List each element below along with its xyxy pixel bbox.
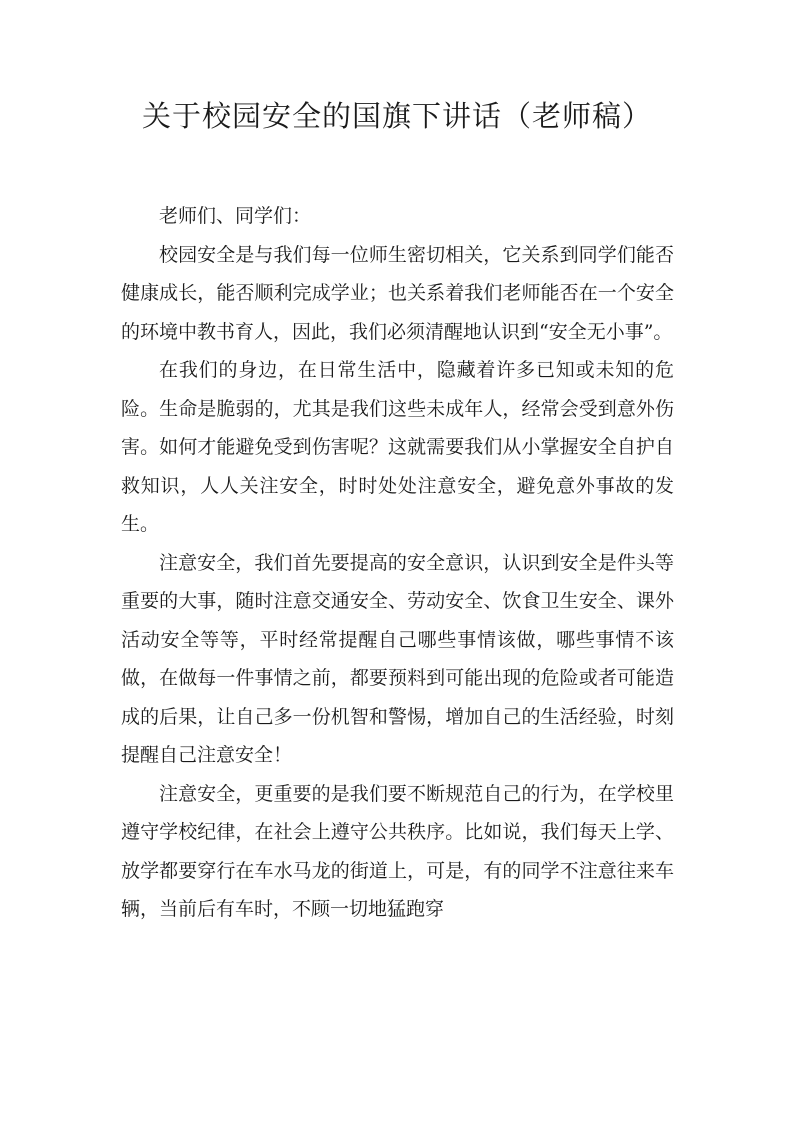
greeting: 老师们、同学们： — [159, 205, 312, 227]
document-title: 关于校园安全的国旗下讲话（老师稿） — [141, 99, 652, 133]
paragraph-3: 注意安全，我们首先要提高的安全意识，认识到安全是件头等重要的大事，随时注意交通安全、劳动安全、饮食卫生安全、课外活动安全等等，平时经常提醒自己哪些事情该做，哪些事情不该做，在做每一件事情之前，都要预料到可能出现的危险或者可能造成的后果，让自己多一份机智和警惕，增加自己的生活经验，时刻提醒自己注意安全！ — [121, 551, 674, 766]
paragraph-2: 在我们的身边，在日常生活中，隐藏着许多已知或未知的危险。生命是脆弱的，尤其是我们这些未成年人，经常会受到意外伤害。如何才能避免受到伤害呢？这就需要我们从小掌握安全自护自救知识，人人关注安全，时时处处注意安全，避免意外事故的发生。 — [121, 359, 674, 535]
document-body — [121, 197, 674, 929]
paragraph-1: 校园安全是与我们每一位师生密切相关，它关系到同学们能否健康成长，能否顺利完成学业；也关系着我们老师能否在一个安全的环境中教书育人，因此，我们必须清醒地认识到“安全无小事”。 — [121, 243, 674, 343]
paragraph-4: 注意安全，更重要的是我们要不断规范自己的行为，在学校里遵守学校纪律，在社会上遵守公共秩序。比如说，我们每天上学、放学都要穿行在车水马龙的街道上，可是，有的同学不注意往来车辆，当前后有车时，不顾一切地猛跑穿 — [121, 782, 674, 920]
